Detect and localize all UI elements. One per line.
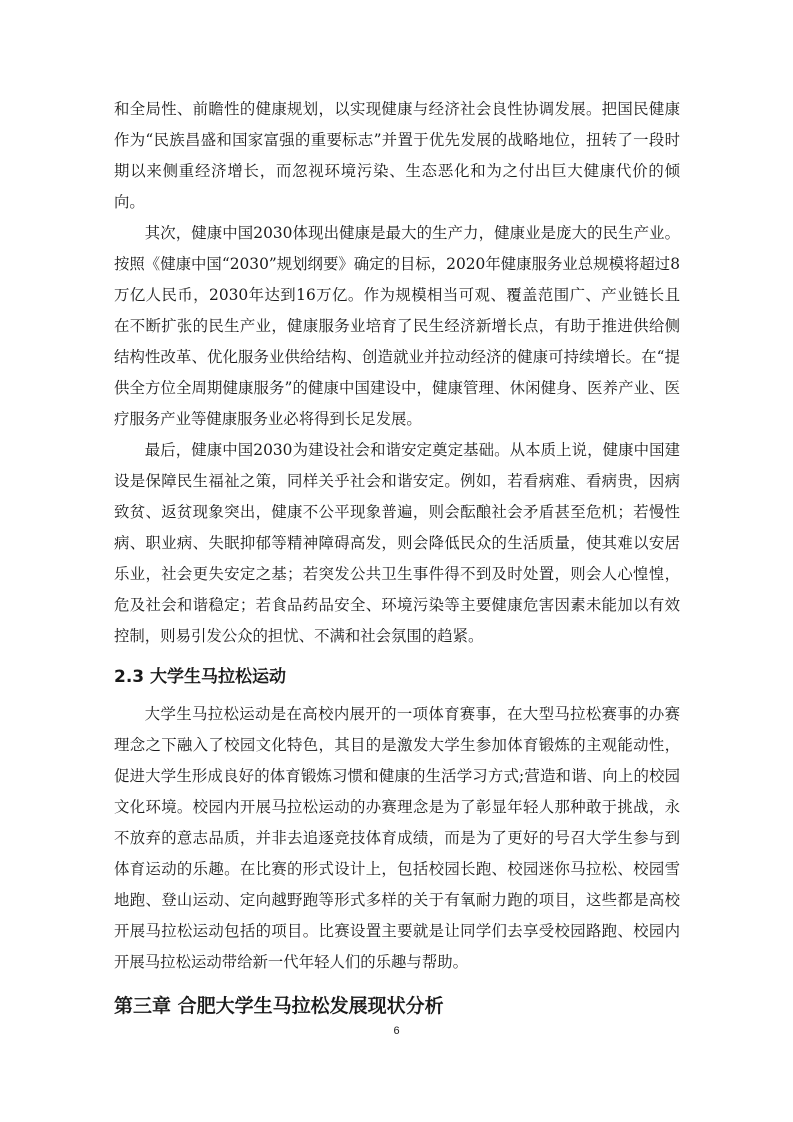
paragraph-health-planning-continuation: 和全局性、前瞻性的健康规划，以实现健康与经济社会良性协调发展。把国民健康作为“民族昌盛和国家富强的重要标志”并置于优先发展的战略地位，扭转了一段时期以来侧重经济增长，而忽视环境污染、生态恶化和为之付出巨大健康代价的倾向。 xyxy=(114,100,680,211)
section-heading-2-3: 2.3 大学生马拉松运动 xyxy=(114,667,287,687)
page-number: 6 xyxy=(393,1025,400,1037)
chapter-heading-3: 第三章 合肥大学生马拉松发展现状分析 xyxy=(114,995,444,1017)
paragraph-social-stability: 最后，健康中国2030为建设社会和谐安定奠定基础。从本质上说，健康中国建设是保障民生福祉之策，同样关乎社会和谐安定。例如，若看病难、看病贵，因病致贫、返贫现象突出，健康不公平现象普遍，则会酝酿社会矛盾甚至危机；若慢性病、职业病、失眠抑郁等精神障碍高发，则会降低民众的生活质量，使其难以安居乐业，社会更失安定之基；若突发公共卫生事件得不到及时处置，则会人心惶惶，危及社会和谐稳定；若食品药品安全、环境污染等主要健康危害因素未能加以有效控制，则易引发公众的担忧、不满和社会氛围的趋紧。 xyxy=(114,441,680,645)
paragraph-college-marathon: 大学生马拉松运动是在高校内展开的一项体育赛事，在大型马拉松赛事的办赛理念之下融入了校园文化特色，其目的是激发大学生参加体育锻炼的主观能动性，促进大学生形成良好的体育锻炼习惯和健康的生活学习方式;营造和谐、向上的校园文化环境。校园内开展马拉松运动的办赛理念是为了彰显年轻人那种敢于挑战，永不放弃的意志品质，并非去追逐竞技体育成绩，而是为了更好的号召大学生参与到体育运动的乐趣。在比赛的形式设计上，包括校园长跑、校园迷你马拉松、校园雪地跑、登山运动、定向越野跑等形式多样的关于有氧耐力跑的项目，这些都是高校开展马拉松运动包括的项目。比赛设置主要就是让同学们去享受校园路跑、校园内开展马拉松运动带给新一代年轻人们的乐趣与帮助。 xyxy=(114,705,680,971)
paragraph-health-productivity: 其次，健康中国2030体现出健康是最大的生产力，健康业是庞大的民生产业。按照《健康中国“2030”规划纲要》确定的目标，2020年健康服务业总规模将超过8万亿人民币，2030年达到16万亿。作为规模相当可观、覆盖范围广、产业链长且在不断扩张的民生产业，健康服务业培育了民生经济新增长点，有助于推进供给侧结构性改革、优化服务业供给结构、创造就业并拉动经济的健康可持续增长。在“提供全方位全周期健康服务”的健康中国建设中，健康管理、休闲健身、医养产业、医疗服务产业等健康服务业必将得到长足发展。 xyxy=(114,224,680,428)
